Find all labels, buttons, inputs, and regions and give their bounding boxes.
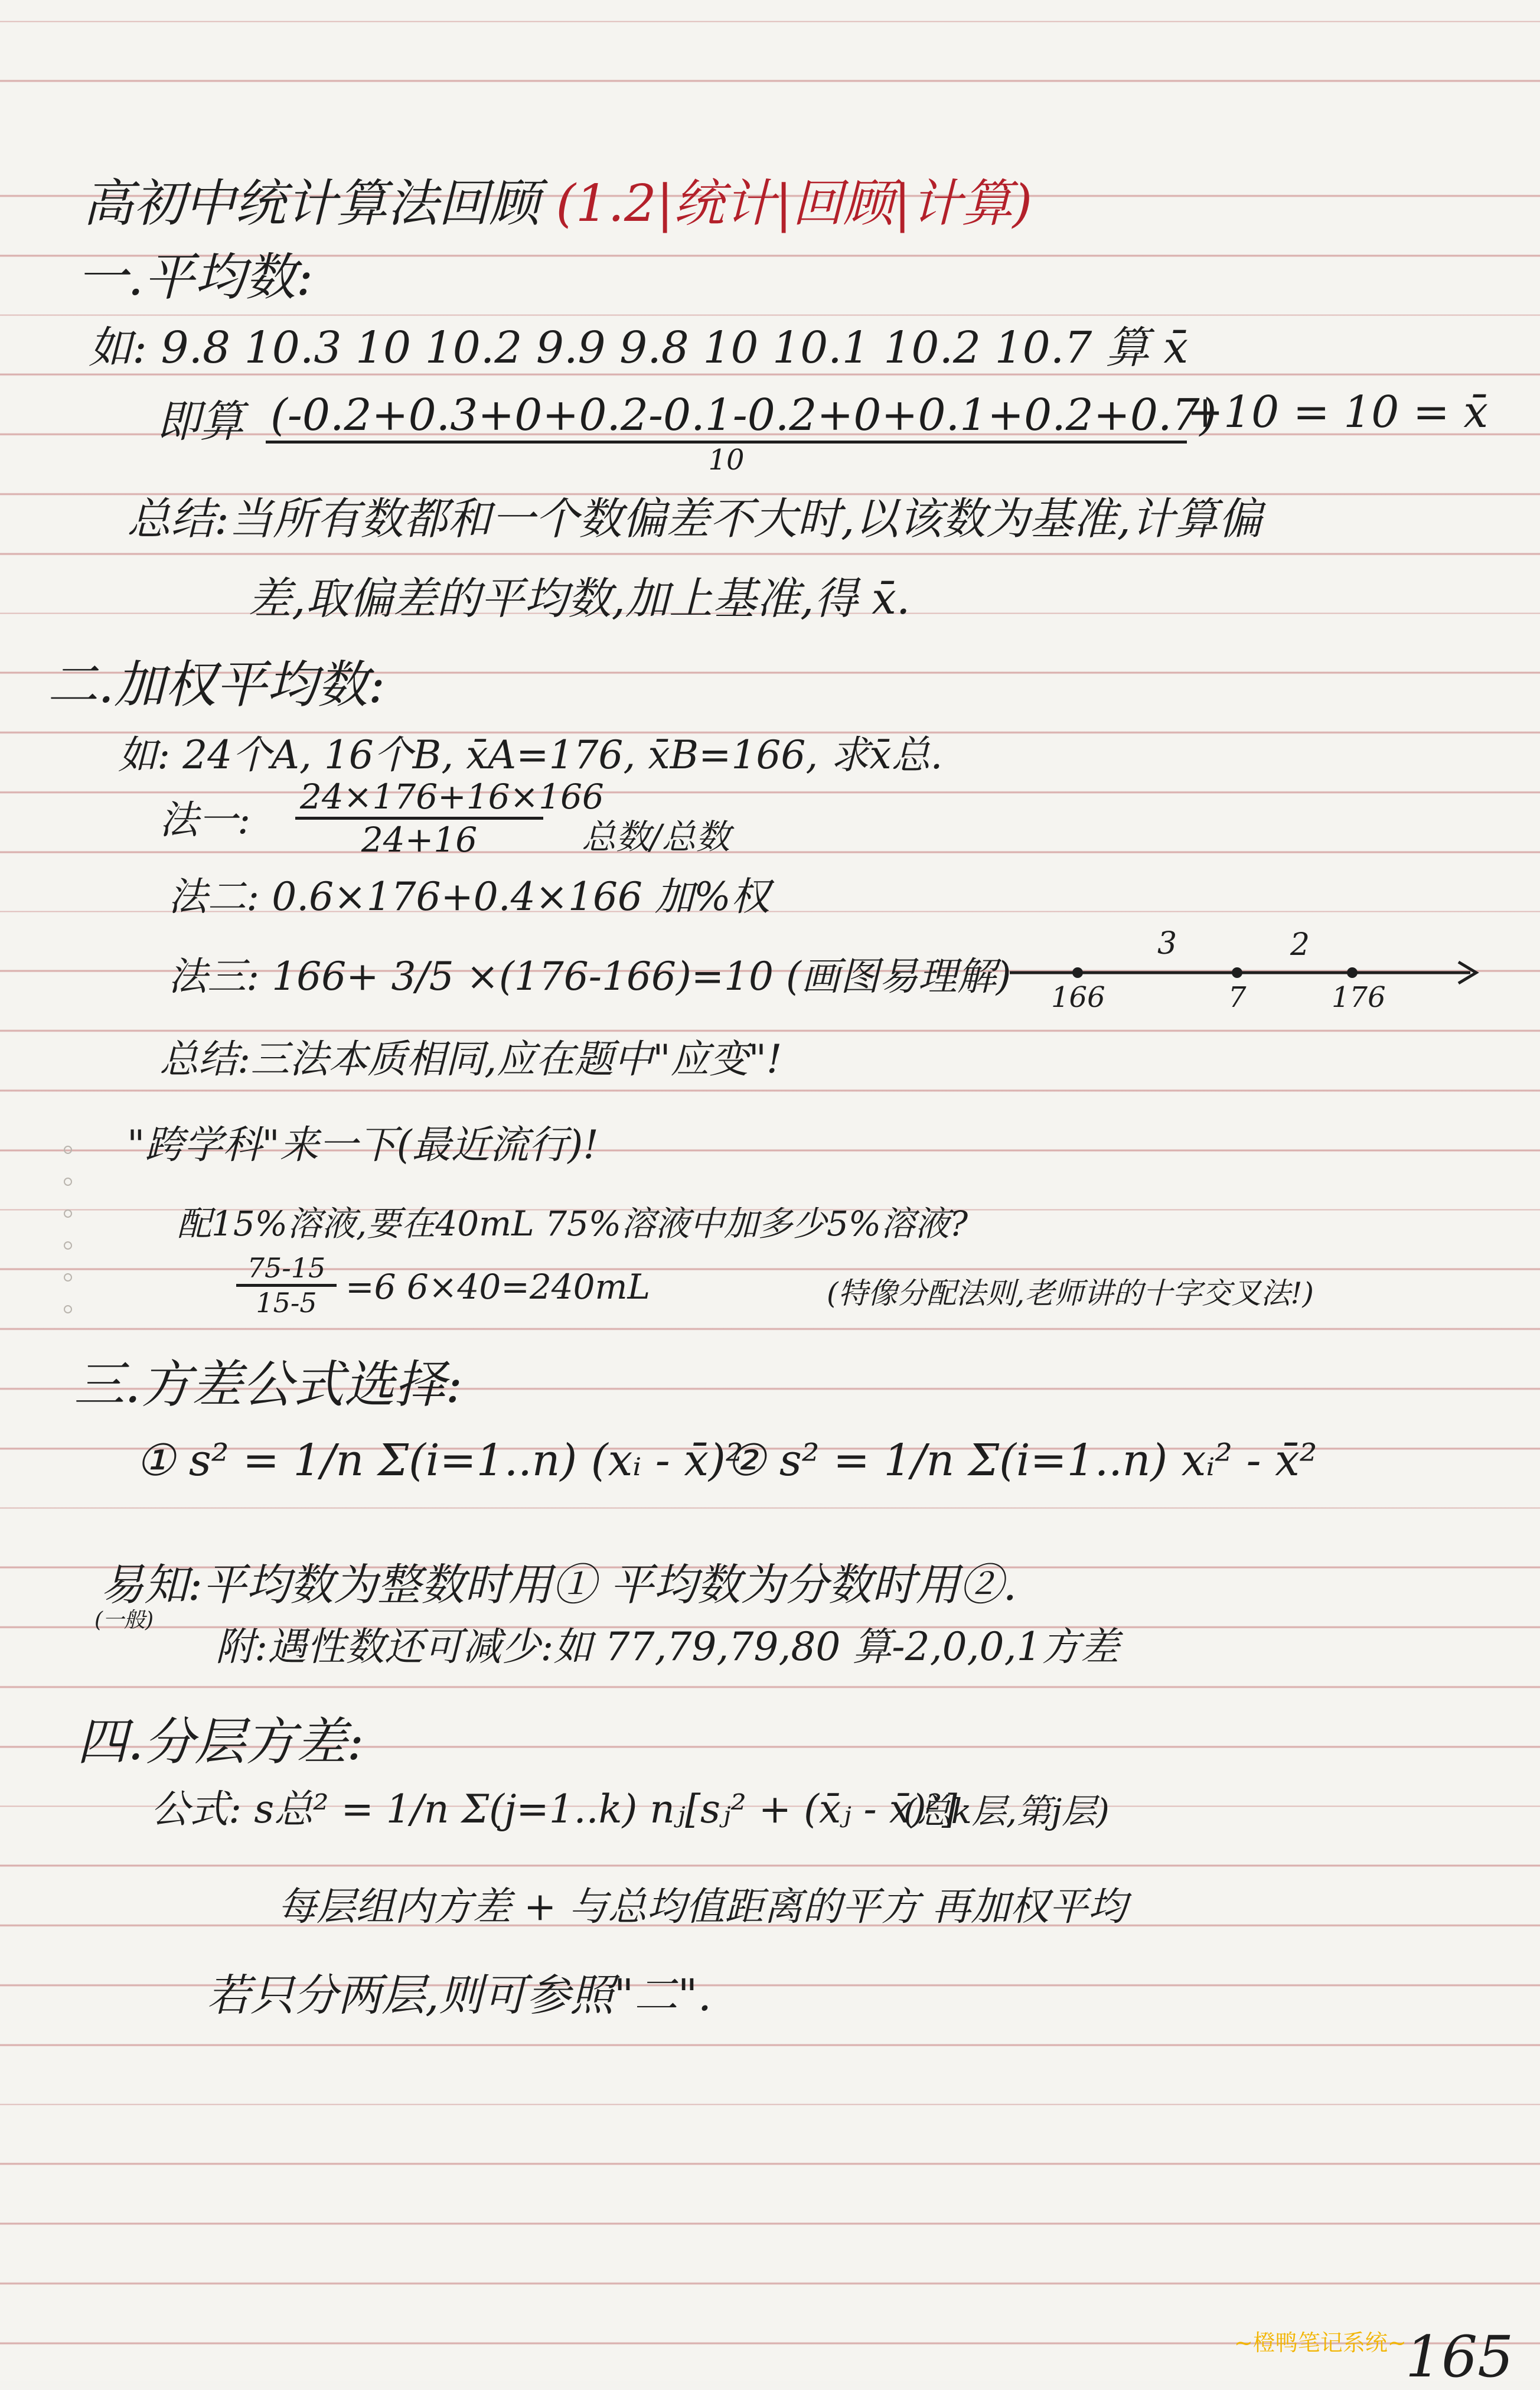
s1-summary-line-2: 差,取偏差的平均数,加上基准,得 x̄. — [248, 573, 911, 624]
s1-example: 如: 9.8 10.3 10 10.2 9.9 9.8 10 10.1 10.2 10.7 算 x̄ — [89, 322, 1189, 373]
number-line-tick-label: 7 — [1228, 981, 1247, 1013]
s2-cross-fraction — [236, 1252, 337, 1319]
number-line-point — [1347, 967, 1358, 978]
number-line-diagram — [1004, 918, 1494, 1013]
s3-formula-1: ① s² = 1/n Σ(i=1..n) (xᵢ - x̄)² — [136, 1435, 743, 1486]
number-line-seg-right: 2 — [1290, 927, 1310, 963]
s1-summary-line-1: 总结:当所有数都和一个数偏差不大时,以该数为基准,计算偏 — [127, 494, 1262, 544]
s4-formula-note: (总k层,第j层) — [903, 1791, 1110, 1831]
s2-m1-numerator: 24×176+16×166 — [295, 777, 543, 820]
section-4-heading: 四.分层方差: — [77, 1713, 364, 1772]
number-line-point — [1072, 967, 1083, 978]
s2-cross-result: =6 6×40=240mL — [345, 1267, 651, 1307]
s2-method-3: 法三: 166+ 3/5 ×(176-166)=10 (画图易理解) — [168, 954, 1012, 999]
section-1-heading: 一.平均数: — [77, 248, 314, 307]
binding-holes — [64, 1146, 74, 1358]
s2-cross-problem: 配15%溶液,要在40mL 75%溶液中加多少5%溶液? — [177, 1204, 968, 1244]
s2-m1-denominator: 24+16 — [361, 820, 478, 860]
binding-hole — [64, 1305, 72, 1313]
s2-summary: 总结:三法本质相同,应在题中"应变"! — [159, 1036, 782, 1082]
s3-note: 附:遇性数还可减少:如 77,79,79,80 算-2,0,0,1方差 — [216, 1624, 1120, 1670]
binding-hole — [64, 1209, 72, 1218]
s1-calc-prefix: 即算 — [156, 396, 244, 447]
s2-cross-note: (特像分配法则,老师讲的十字交叉法!) — [827, 1276, 1314, 1310]
number-line-seg-left: 3 — [1157, 926, 1177, 961]
s1-calc-fraction — [266, 390, 1217, 477]
watermark-text: ~橙鸭笔记系统~ — [1234, 2330, 1407, 2356]
s4-formula: 公式: s总² = 1/n Σ(j=1..k) nⱼ[sⱼ² + (x̄ⱼ - x̄)²] — [151, 1786, 957, 1832]
section-3-heading: 三.方差公式选择: — [74, 1355, 463, 1414]
section-2-heading: 二.加权平均数: — [47, 656, 386, 715]
s2-example: 如: 24个A, 16个B, x̄A=176, x̄B=166, 求x̄总. — [118, 732, 943, 778]
s4-explain: 每层组内方差 + 与总均值距离的平方 再加权平均 — [278, 1884, 1127, 1929]
s1-calc-denominator: 10 — [708, 444, 745, 477]
title-sub: (1.2|统计|回顾|计算) — [556, 174, 1033, 233]
page-number: 165 — [1405, 2324, 1514, 2390]
binding-hole — [64, 1241, 72, 1250]
s3-rule-small: (一般) — [94, 1608, 154, 1632]
page-title — [83, 162, 1032, 236]
s3-rule: 易知:平均数为整数时用① 平均数为分数时用②. — [100, 1560, 1017, 1610]
number-line-point — [1232, 967, 1242, 978]
s2-cross-numerator: 75-15 — [236, 1252, 337, 1287]
s2-method-1-fraction — [295, 777, 604, 860]
title-main: 高初中统计算法回顾 — [83, 174, 540, 233]
s2-method-2: 法二: 0.6×176+0.4×166 加%权 — [168, 874, 770, 920]
s2-method-1-label: 法一: — [159, 797, 251, 843]
binding-hole — [64, 1146, 72, 1154]
s2-cross-title: "跨学科"来一下(最近流行)! — [127, 1122, 599, 1168]
s1-calc-numerator: (-0.2+0.3+0+0.2-0.1-0.2+0+0.1+0.2+0.7) — [266, 390, 1187, 444]
binding-hole — [64, 1178, 72, 1186]
s1-calc-suffix: +10 = 10 = x̄ — [1187, 387, 1489, 438]
number-line-tick-label: 176 — [1332, 981, 1386, 1013]
s2-method-1-note: 总数/总数 — [582, 817, 730, 857]
s4-tail: 若只分两层,则可参照"二". — [207, 1970, 712, 2021]
s2-cross-denominator: 15-5 — [256, 1287, 317, 1319]
number-line-tick-label: 166 — [1051, 981, 1105, 1013]
s3-formula-2: ② s² = 1/n Σ(i=1..n) xᵢ² - x̄² — [726, 1435, 1317, 1486]
binding-hole — [64, 1273, 72, 1282]
